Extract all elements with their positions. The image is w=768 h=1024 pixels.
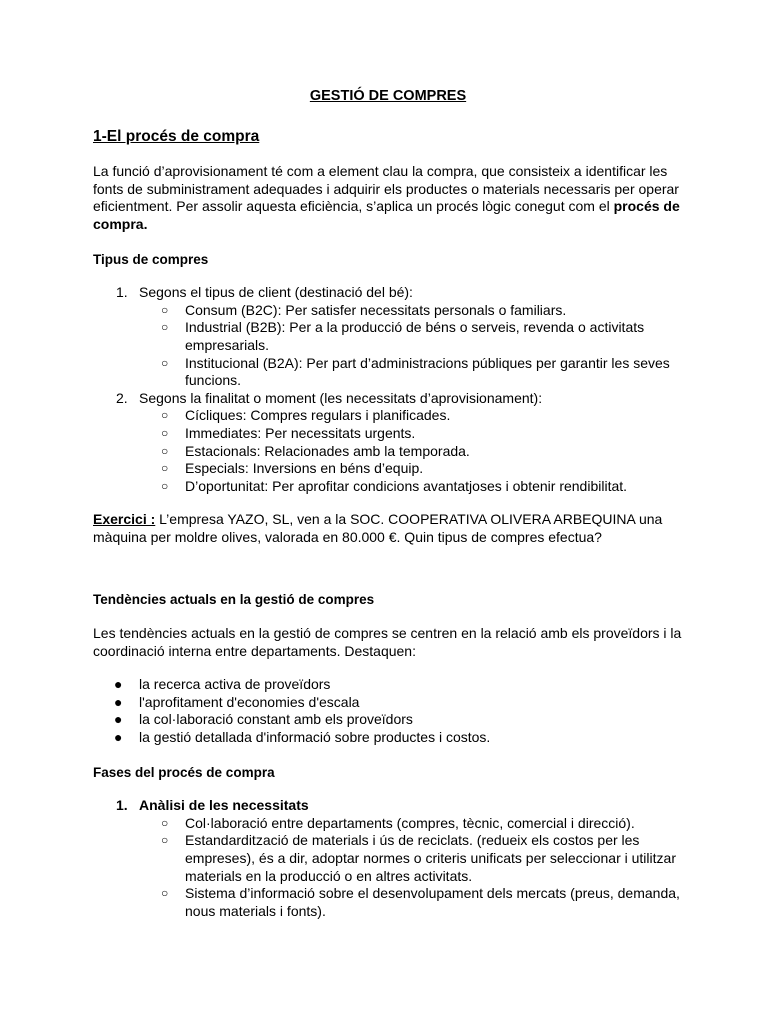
sublist-item-text: Estacionals: Relacionades amb la temporada. (185, 442, 470, 459)
tendencies-heading: Tendències actuals en la gestió de compres (93, 592, 375, 608)
list-item (93, 797, 683, 920)
circle-bullet-icon: ○ (161, 833, 169, 848)
list-item-text: la col·laboració constant amb els proveïdors (139, 711, 413, 728)
list-item (93, 284, 683, 390)
tipus-heading: Tipus de compres (93, 251, 209, 267)
exercise-paragraph (93, 511, 683, 546)
sublist-item (93, 885, 683, 920)
sublist-item-text: Estandardització de materials i ús de reciclats. (redueix els costos per les empreses), és a dir, adoptar normes o criteris unificats per seleccionar i utilitzar materials en la producció o en altres activitats. (185, 832, 676, 884)
sublist-item (93, 319, 683, 354)
circle-bullet-icon: ○ (161, 461, 169, 476)
sublist-item (93, 460, 683, 478)
list-item-text: Anàlisi de les necessitats (139, 797, 309, 814)
bullet-icon: ● (114, 693, 123, 710)
circle-bullet-icon: ○ (161, 886, 169, 901)
list-number: 2. (116, 389, 128, 406)
exercise-text: L’empresa YAZO, SL, ven a la SOC. COOPERATIVA OLIVERA ARBEQUINA una màquina per moldre olives, valorada en 80.000 €. Quin tipus de compres efectua? (93, 511, 663, 545)
intro-bold-text: procés de compra. (93, 198, 680, 232)
sublist-item (93, 355, 683, 390)
list-item (93, 711, 683, 729)
list-item (93, 390, 683, 496)
sublist-item-text: Col·laboració entre departaments (compres, tècnic, comercial i direcció). (185, 814, 635, 831)
sublist-item (93, 407, 683, 425)
list-item-text: l'aprofitament d'economies d'escala (139, 693, 360, 710)
list-number: 1. (116, 284, 128, 301)
circle-bullet-icon: ○ (161, 408, 169, 423)
sublist (139, 815, 683, 921)
sublist-item-text: D’oportunitat: Per aprofitar condicions avantatjoses i obtenir rendibilitat. (185, 477, 628, 494)
circle-bullet-icon: ○ (161, 443, 169, 458)
intro-text: La funció d’aprovisionament té com a element clau la compra, que consisteix a identificar les fonts de subministrament adequades i adquirir els productes o materials necessaris per operar eficientment. Per assolir aquesta eficiència, s’aplica un procés lògic conegut com el (93, 163, 679, 215)
sublist (139, 302, 683, 390)
list-item-text: la recerca activa de proveïdors (139, 676, 331, 693)
sublist-item-text: Immediates: Per necessitats urgents. (185, 424, 416, 441)
bullet-icon: ● (114, 711, 123, 728)
sublist-item (93, 443, 683, 461)
circle-bullet-icon: ○ (161, 355, 169, 370)
circle-bullet-icon: ○ (161, 425, 169, 440)
exercise-label: Exercici : (93, 511, 156, 528)
sublist-item-text: Industrial (B2B): Per a la producció de béns o serveis, revenda o activitats empresarials. (185, 319, 645, 353)
tendencies-list (93, 676, 683, 746)
list-number: 1. (116, 797, 128, 814)
bullet-icon: ● (114, 676, 123, 693)
document-body (93, 88, 683, 920)
sublist-item (93, 815, 683, 833)
sublist (139, 407, 683, 495)
list-item-text: Segons la finalitat o moment (les necessitats d’aprovisionament): (139, 389, 543, 406)
tipus-list (93, 284, 683, 495)
sublist-item-text: Sistema d’informació sobre el desenvolupament dels mercats (preus, demanda, nous materials i fonts). (185, 885, 680, 919)
sublist-item-text: Cícliques: Compres regulars i planificades. (185, 407, 451, 424)
page-title: GESTIÓ DE COMPRES (309, 88, 467, 104)
list-item (93, 729, 683, 747)
fases-list (93, 797, 683, 920)
sublist-item (93, 832, 683, 885)
bullet-icon: ● (114, 729, 123, 746)
sublist-item (93, 478, 683, 496)
sublist-item (93, 302, 683, 320)
fases-heading: Fases del procés de compra (93, 764, 275, 780)
list-item-text: Segons el tipus de client (destinació del bé): (139, 284, 413, 301)
list-item-text: la gestió detallada d'informació sobre productes i costos. (139, 729, 491, 746)
sublist-item-text: Especials: Inversions en béns d’equip. (185, 460, 424, 477)
list-item (93, 676, 683, 694)
intro-paragraph (93, 163, 683, 233)
sublist-item-text: Consum (B2C): Per satisfer necessitats personals o familiars. (185, 301, 567, 318)
circle-bullet-icon: ○ (161, 320, 169, 335)
section-heading: 1-El procés de compra (93, 127, 260, 145)
circle-bullet-icon: ○ (161, 302, 169, 317)
list-item (93, 694, 683, 712)
tendencies-paragraph: Les tendències actuals en la gestió de compres se centren en la relació amb els proveïdors i la coordinació interna entre departaments. Destaquen: (93, 625, 682, 659)
sublist-item (93, 425, 683, 443)
sublist-item-text: Institucional (B2A): Per part d’administracions públiques per garantir les seves funcions. (185, 354, 670, 389)
circle-bullet-icon: ○ (161, 815, 169, 830)
circle-bullet-icon: ○ (161, 478, 169, 493)
